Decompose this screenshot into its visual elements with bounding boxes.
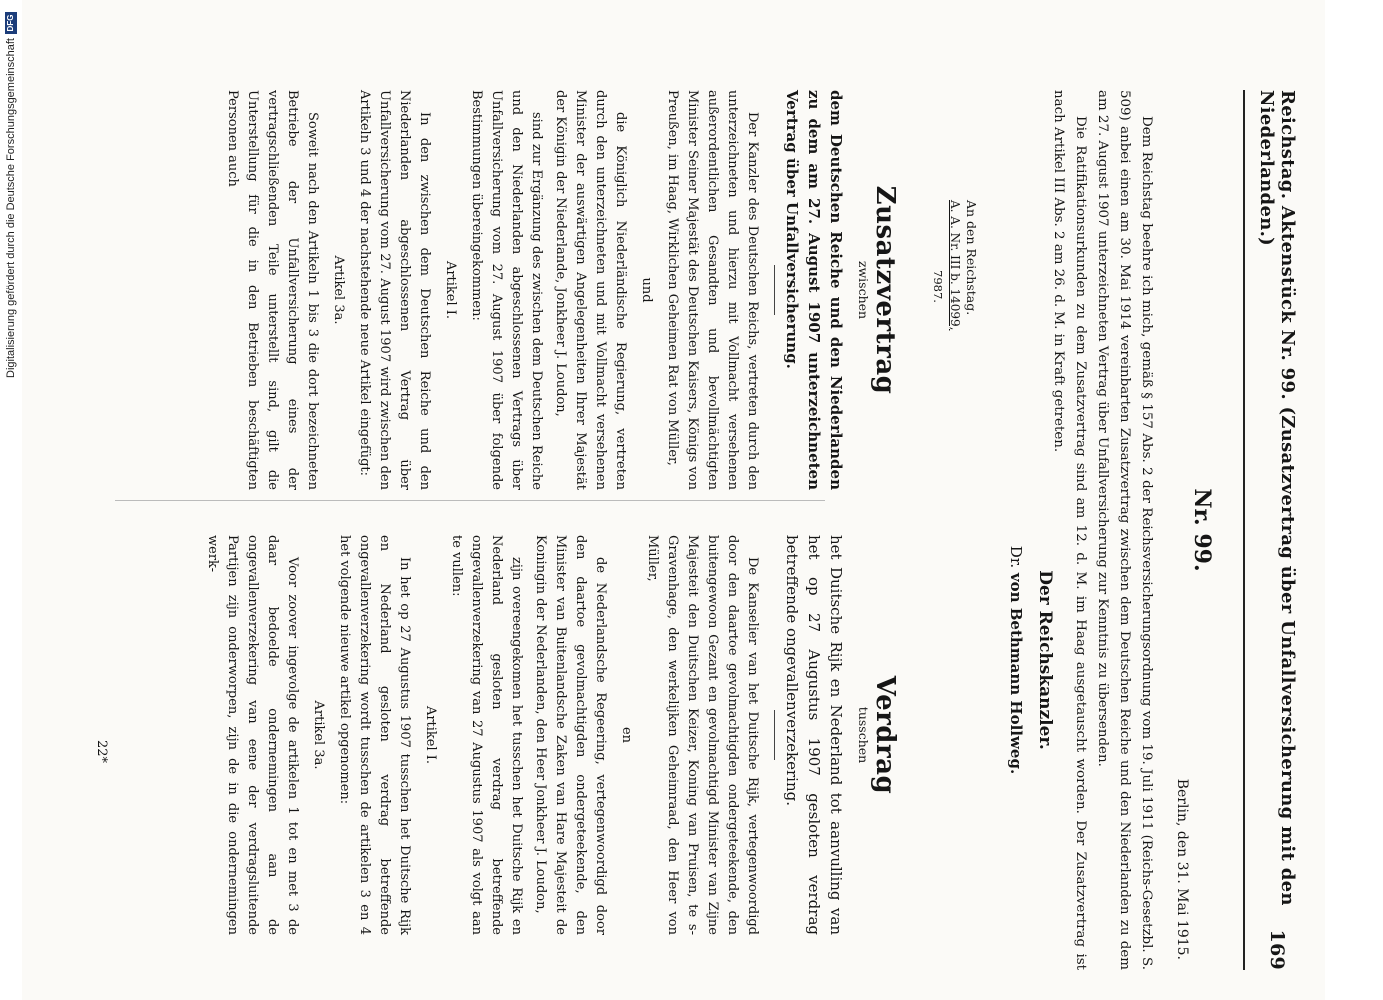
dutch-article-title: Artikel I.	[423, 705, 438, 765]
column-divider	[115, 500, 825, 501]
signature-mark: 22*	[94, 740, 109, 764]
short-rule	[774, 710, 775, 760]
document-number: Nr. 99.	[1189, 488, 1215, 572]
dutch-column	[198, 535, 900, 935]
reference-number: 7987.	[931, 270, 945, 303]
place-date: Berlin, den 31. Mai 1915.	[1174, 778, 1190, 960]
german-article-text: In den zwischen dem Deutschen Reiche und den Niederlanden abgeschlossenen Vertrag über Unfallversicherung vom 27. August 1907 wird zwischen den Artikeln 3 und 4 der nachstehende neue Artikel eingefügt:	[357, 90, 432, 490]
short-rule	[774, 265, 775, 315]
dutch-para: De Kanselier van het Duitsche Rijk, vertegenwoordigd door den daartoe gevolmachtigden ondergeteekende, den buitengewoon Gezant en gevolmachtigd Minister van Zijne Majesteit den Duitschen Keizer, Koning van Pruisen, te s-Gravenhage, den werkelijken Geheimraad, den Heer von Müller,	[645, 535, 760, 935]
dutch-article-text: In het op 27 Augustus 1907 tusschen het Duitsche Rijk en Nederland gesloten verdrag betreffende ongevallenverzekering wordt tusschen de artikelen 3 en 4 het volgende nieuwe artikel opgenomen:	[337, 535, 412, 935]
address-block	[929, 200, 980, 500]
cover-letter	[1047, 90, 1157, 970]
header-title: Reichstag. Aktenstück Nr. 99. (Zusatzvertrag über Unfallversicherung mit den Niederlanden.)	[1256, 90, 1298, 906]
dutch-para: zijn overeengekomen het tusschen het Duitsche Rijk en Nederland gesloten verdrag betreffende ongevallenverzekering van 27 Augustus 1907 als volgt aan te vullen:	[449, 535, 524, 935]
dutch-para: de Nederlandsche Regeering, vertegenwoordigd door den daartoe gevolmachtigden ondergeteekende, den Minister van Buitenlandsche Zaken van Hare Majesteit de Koningin der Nederlanden, den Heer Jonkheer J. Loudon,	[533, 535, 608, 935]
german-title: Zusatzvertrag	[870, 185, 900, 395]
german-heading: dem Deutschen Reiche und den Niederlanden zu dem am 27. August 1907 unterzeichneten Vertrag über Unfallversicherung.	[783, 90, 845, 490]
page-number: 169	[1266, 929, 1288, 970]
dutch-between: tusschen	[856, 706, 871, 764]
dutch-heading: het Duitsche Rijk en Nederland tot aanvulling van het op 27 Augustus 1907 gesloten verdrag betreffende ongevallenverzekering.	[783, 535, 845, 935]
german-para: Der Kanzler des Deutschen Reichs, vertreten durch den unterzeichneten und hierzu mit Vollmacht versehenen außerordentlichen Gesandten und bevollmächtigten Minister Seiner Majestät des Deutschen Kaisers, Königs von Preußen, im Haag, Wirklichen Geheimen Rat von Müller,	[665, 90, 760, 490]
signature-name	[1007, 400, 1025, 920]
header-rule	[1243, 90, 1245, 970]
reference: A. A. Nr. III b. 14099,	[948, 200, 962, 331]
footer-strip	[0, 0, 22, 1000]
signature-title: Der Reichskanzler.	[1035, 570, 1055, 750]
letter-paragraph: Dem Reichstag beehre ich mich, gemäß § 157 Abs. 2 der Reichsversicherungsordnung vom 19. Juli 1911 (Reichs-Gesetzbl. S. 509) anbei einen am 30. Mai 1914 vereinbarten Zusatzvertrag zwischen dem Deutschen Reiche und den Niederlanden zu dem am 27. August 1907 unterzeichneten Vertrag über Unfallversicherung zur Kenntnis zu übersenden.	[1095, 90, 1154, 970]
recipient: An den Reichstag.	[964, 200, 979, 316]
signatory: von Bethmann Hollweg.	[1007, 572, 1025, 775]
dutch-article-title: Artikel 3a.	[311, 700, 326, 770]
dutch-title: Verdrag	[870, 675, 900, 795]
letter-paragraph: Die Ratifikationsurkunden zu dem Zusatzvertrag sind am 12. d. M. im Haag ausgetauscht worden. Der Zusatzvertrag ist nach Artikel III Abs. 2 am 26. d. M. in Kraft getreten.	[1051, 90, 1088, 970]
dfg-logo: DFG	[5, 12, 17, 34]
footer-text: Digitalisierung gefördert durch die Deutsche Forschungsgemeinschaft	[5, 38, 17, 378]
dutch-and: en	[619, 726, 634, 744]
signature-prefix: Dr.	[1007, 545, 1025, 569]
german-between: zwischen	[856, 260, 871, 320]
dutch-article-text: Voor zoover ingevolge de artikelen 1 tot en met 3 de daar bedoelde ondernemingen aan de ongevallenverzekering van eene der verdragsluitende Partijen zijn onderworpen, zijn de in die ondernemingen werk-	[205, 535, 300, 935]
german-article-title: Artikel 3a.	[331, 255, 346, 325]
running-header	[1257, 90, 1297, 970]
footer-credit	[2, 8, 20, 992]
german-para: die Königlich Niederländische Regierung, vertreten durch den unterzeichneten und mit Vollmacht versehenen Minister der auswärtigen Angelegenheiten Ihrer Majestät der Königin der Niederlande, Jonkheer J. Loudon,	[553, 90, 628, 490]
german-and: und	[639, 277, 654, 303]
german-article-text: Soweit nach den Artikeln 1 bis 3 die dort bezeichneten Betriebe der Unfallversicherung eines der vertragschließenden Teile unterstellt sind, gilt die Unterstellung für die in den Betrieben beschäftigten Personen auch	[225, 90, 320, 490]
german-column	[218, 90, 900, 490]
german-article-title: Artikel I.	[443, 260, 458, 320]
german-para: sind zur Ergänzung des zwischen dem Deutschen Reiche und den Niederlanden abgeschlossenen Vertrags über Unfallversicherung vom 27. August 1907 über folgende Bestimmungen übereingekommen:	[469, 90, 544, 490]
